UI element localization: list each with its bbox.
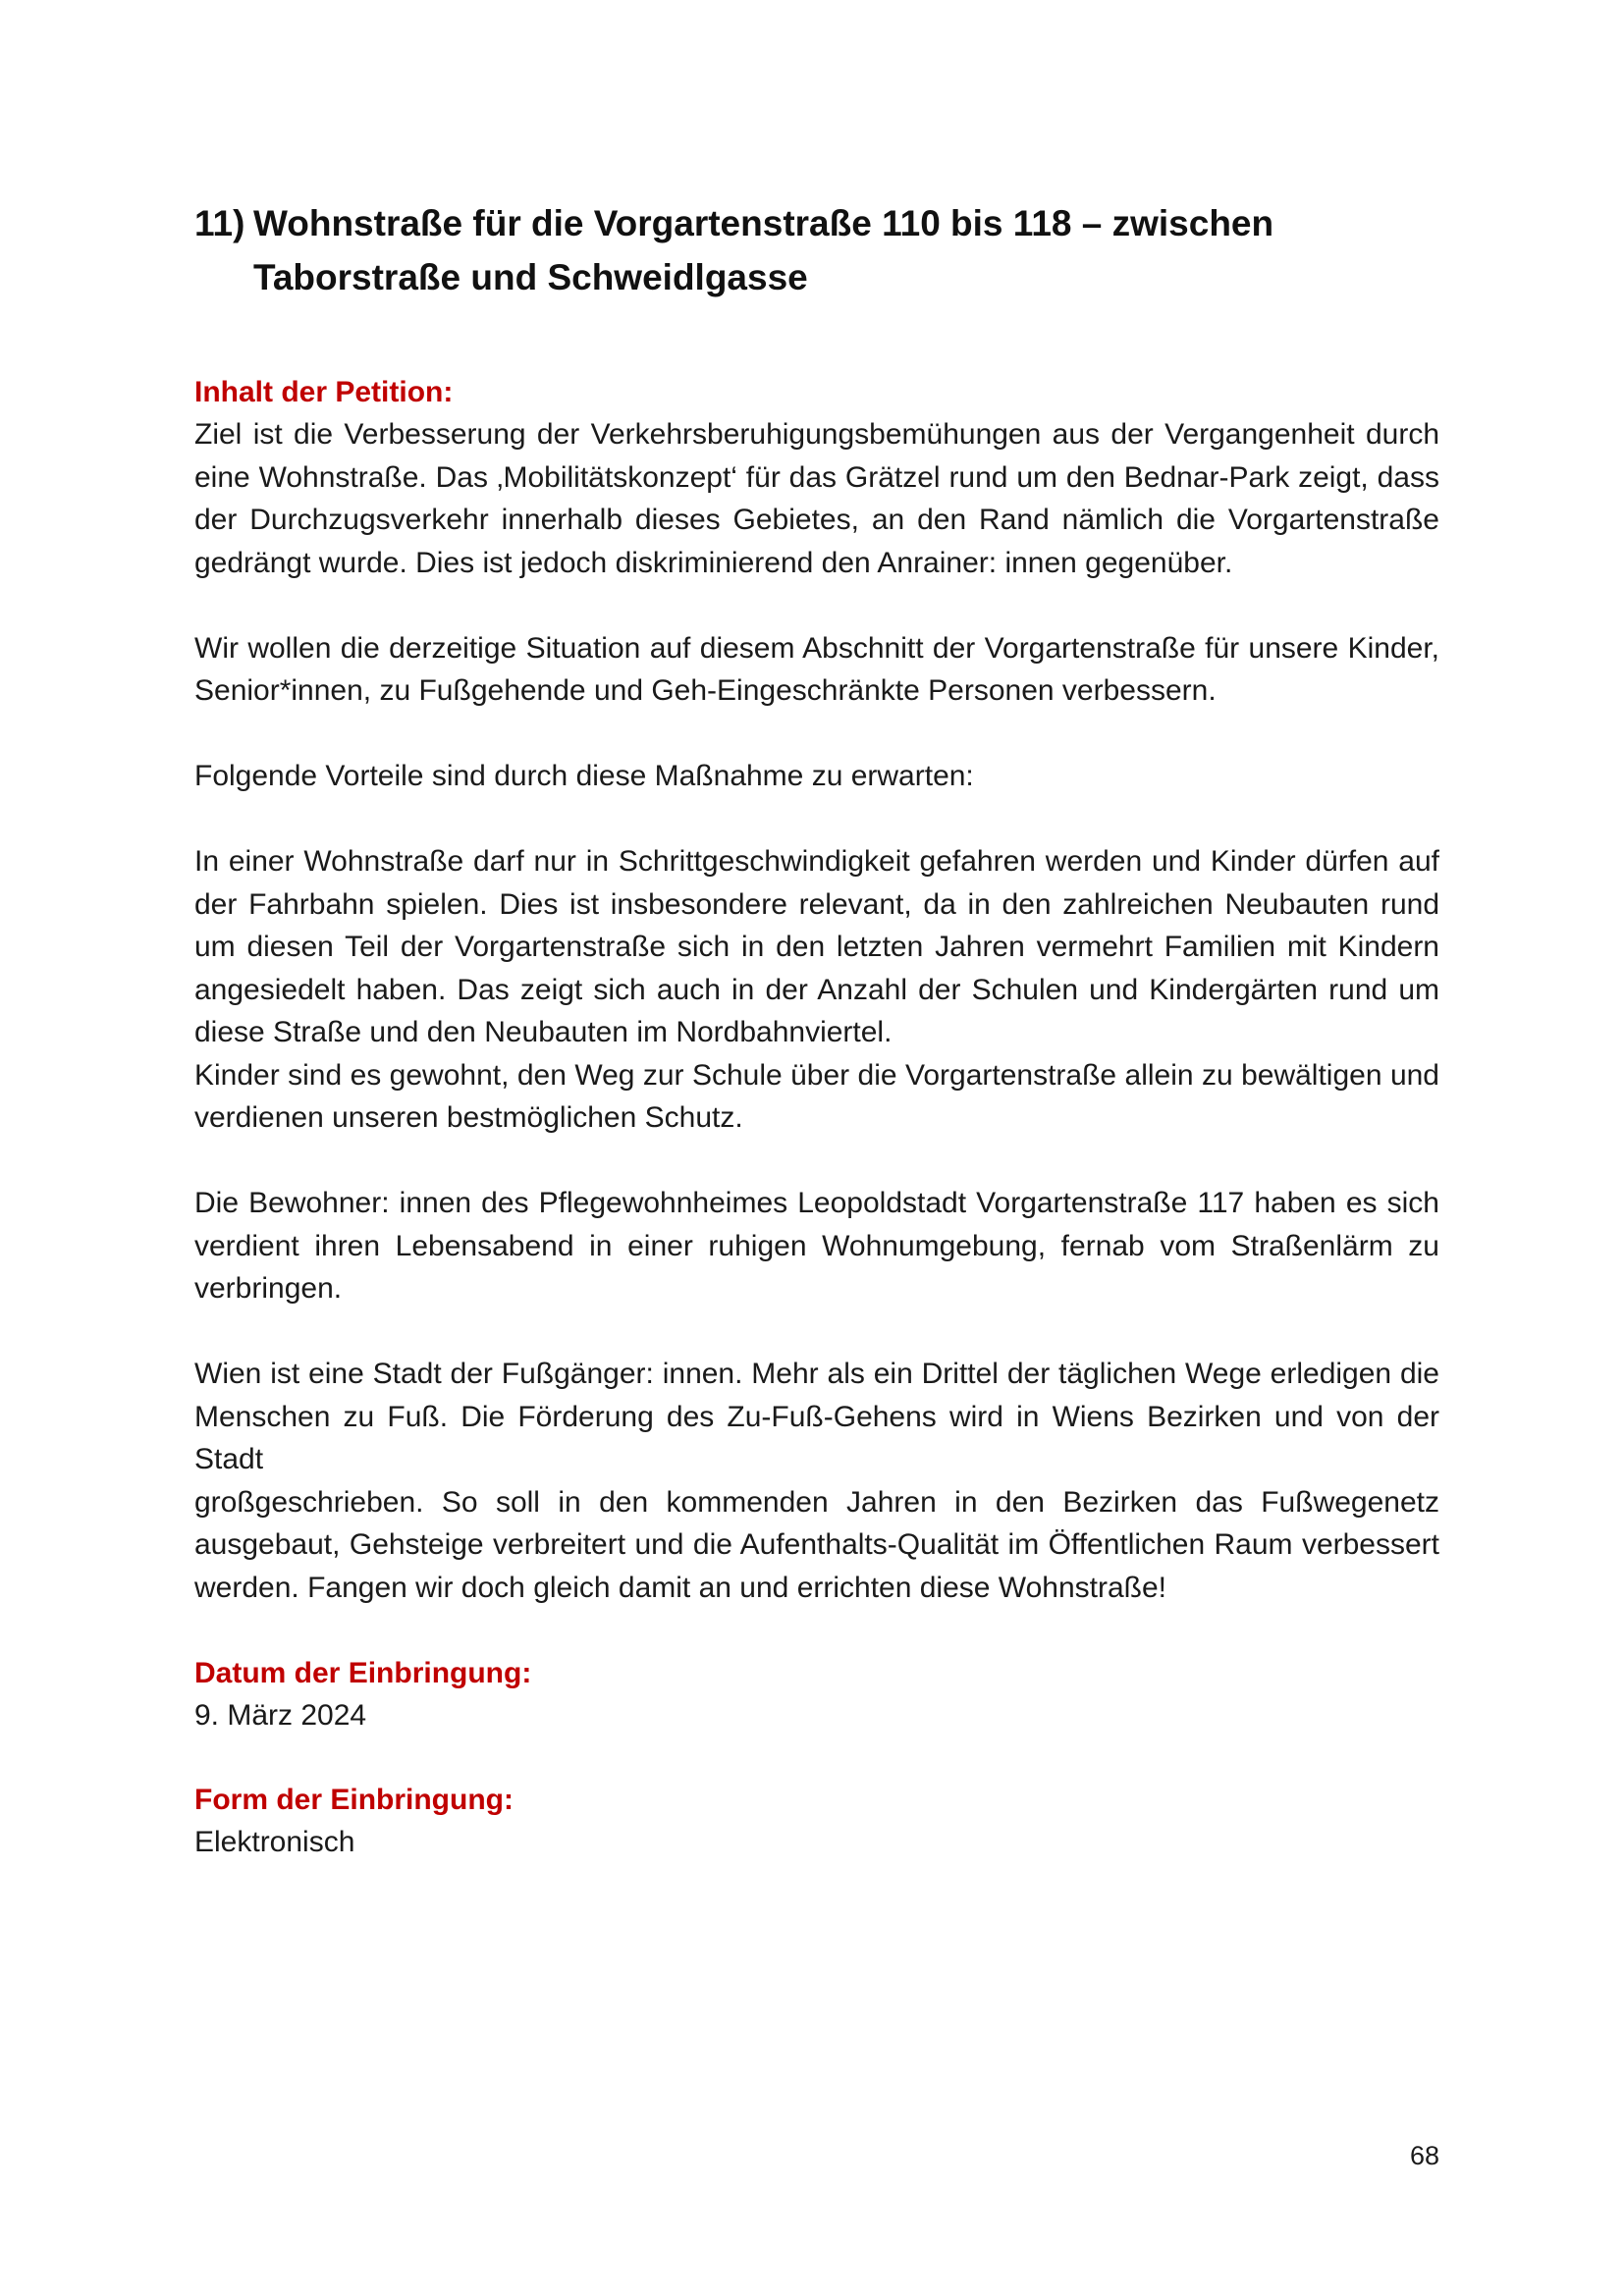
spacer <box>194 1140 1439 1183</box>
date-label: Datum der Einbringung: <box>194 1656 532 1689</box>
date-value: 9. März 2024 <box>194 1698 367 1732</box>
paragraph-school-way: Kinder sind es gewohnt, den Weg zur Schule über die Vorgartenstraße allein zu bewältigen und verdienen unseren bestmöglichen Schutz. <box>194 1058 1439 1134</box>
heading-number: 11) <box>194 203 245 243</box>
spacer <box>194 798 1439 841</box>
paragraph-care-home: Die Bewohner: innen des Pflegewohnheimes Leopoldstadt Vorgartenstraße 117 haben es sich verdient ihren Lebensabend in einer ruhigen Wohnumgebung, fernab vom Straßenlärm zu verbringen. <box>194 1187 1439 1305</box>
spacer <box>194 1609 1439 1652</box>
paragraph-goal: Ziel ist die Verbesserung der Verkehrsberuhigungsbemühungen aus der Vergangenheit durch eine Wohnstraße. Das ‚Mobilitätskonzept‘ für das Grätzel rund um den Bednar-Park zeigt, dass der Durchzugsverkehr innerhalb dieses Gebietes, an den Rand nämlich die Vorgartenstraße gedrängt wurde. Dies ist jedoch diskriminierend den Anrainer: innen gegenüber. <box>194 418 1439 579</box>
paragraph-advantages-intro: Folgende Vorteile sind durch diese Maßnahme zu erwarten: <box>194 760 974 792</box>
form-value: Elektronisch <box>194 1826 355 1858</box>
paragraph-footpath-network: großgeschrieben. So soll in den kommenden Jahren in den Bezirken das Fußwegenetz ausgebaut, Gehsteige verbreitert und die Aufenthalts-Qualität im Öffentlichen Raum verbessert werden. Fangen wir doch gleich damit an und errichten diese Wohnstraße! <box>194 1485 1439 1604</box>
form-label: Form der Einbringung: <box>194 1784 514 1816</box>
spacer <box>194 1310 1439 1354</box>
paragraph-walking-speed: In einer Wohnstraße darf nur in Schrittgeschwindigkeit gefahren werden und Kinder dürfen auf der Fahrbahn spielen. Dies ist insbesondere relevant, da in den zahlreichen Neubauten rund um diesen Teil der Vorgartenstraße sich in den letzten Jahren vermehrt Familien mit Kindern angesiedelt haben. Das zeigt sich auch in der Anzahl der Schulen und Kindergärten rund um diese Straße und den Neubauten im Nordbahnviertel. <box>194 845 1439 1048</box>
spacer <box>194 1736 1439 1780</box>
content-label: Inhalt der Petition: <box>194 376 454 408</box>
heading-title: Wohnstraße für die Vorgartenstraße 110 bis 118 – zwischen Taborstraße und Schweidlgasse <box>253 203 1274 297</box>
page-number: 68 <box>1409 2141 1439 2170</box>
paragraph-pedestrians: Wien ist eine Stadt der Fußgänger: innen. Mehr als ein Drittel der täglichen Wege erledigen die Menschen zu Fuß. Die Förderung des Zu-Fuß-Gehens wird in Wiens Bezirken und von der Stadt <box>194 1358 1439 1475</box>
spacer <box>194 584 1439 627</box>
document-page <box>194 196 1439 1863</box>
petition-heading <box>194 196 1439 304</box>
spacer <box>194 713 1439 756</box>
paragraph-situation: Wir wollen die derzeitige Situation auf diesem Abschnitt der Vorgartenstraße für unsere Kinder, Senior*innen, zu Fußgehende und Geh-Eingeschränkte Personen verbessern. <box>194 631 1439 707</box>
